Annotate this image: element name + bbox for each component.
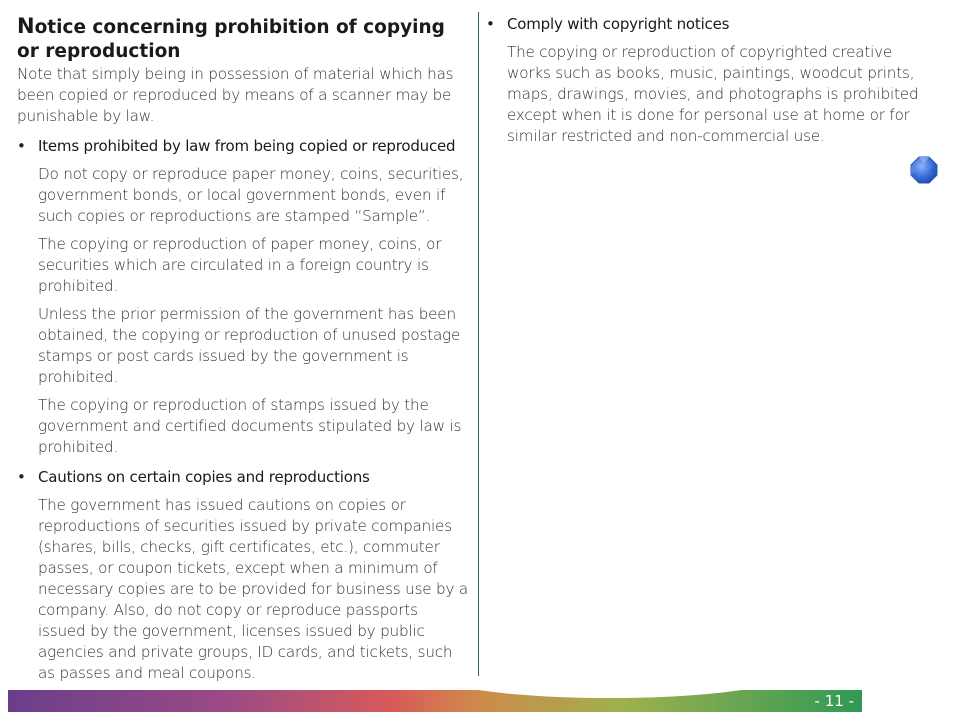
section-copyright bbox=[486, 14, 938, 35]
blue-gem-icon[interactable] bbox=[910, 156, 938, 184]
page-title bbox=[17, 14, 469, 64]
section-prohibited-items bbox=[17, 136, 469, 157]
right-column bbox=[486, 14, 938, 147]
paragraph: Do not copy or reproduce paper money, coins, securities, government bonds, or local government bonds, even if such copies or reproductions are stamped “Sample”. bbox=[38, 165, 464, 225]
intro-text: Note that simply being in possession of material which has been copied or reproduced by means of a scanner may be punishable by law. bbox=[17, 65, 454, 125]
paragraph: Unless the prior permission of the government has been obtained, the copying or reproduction of unused postage stamps or post cards issued by the government is prohibited. bbox=[38, 305, 461, 386]
paragraph: The government has issued cautions on copies or reproductions of securities issued by private companies (shares, bills, checks, gift certificates, etc.), commuter passes, or coupon tickets, except when a minimum of necessary copies are to be provided for business use by a company. Also, do not copy or reproduce passports issued by the government, licenses issued by public agencies and private groups, ID cards, and tickets, such as passes and meal coupons. bbox=[38, 496, 469, 682]
section-cautions bbox=[17, 467, 469, 488]
bullet-marker: • bbox=[486, 15, 495, 33]
bullet-marker: • bbox=[17, 137, 26, 155]
title-text: otice concerning prohibition of copying or reproduction bbox=[17, 17, 445, 62]
left-column bbox=[17, 14, 469, 684]
bullet-marker: • bbox=[17, 468, 26, 486]
paragraph: The copying or reproduction of paper money, coins, or securities which are circulated in a foreign country is prohibited. bbox=[38, 235, 442, 295]
paragraph: The copying or reproduction of copyrighted creative works such as books, music, paintings, woodcut prints, maps, drawings, movies, and photographs is prohibited except when it is done for personal use at home or for similar restricted and non-commercial use. bbox=[507, 43, 919, 145]
page-number: - 11 - bbox=[814, 692, 854, 710]
column-divider bbox=[478, 12, 479, 682]
section-heading: Comply with copyright notices bbox=[507, 15, 730, 33]
paragraph: The copying or reproduction of stamps issued by the government and certified documents stipulated by law is prohibited. bbox=[38, 396, 462, 456]
footer-bar bbox=[8, 690, 862, 712]
section-heading: Cautions on certain copies and reproductions bbox=[38, 468, 370, 486]
title-initial: N bbox=[17, 14, 35, 38]
section-heading: Items prohibited by law from being copied or reproduced bbox=[38, 137, 456, 155]
